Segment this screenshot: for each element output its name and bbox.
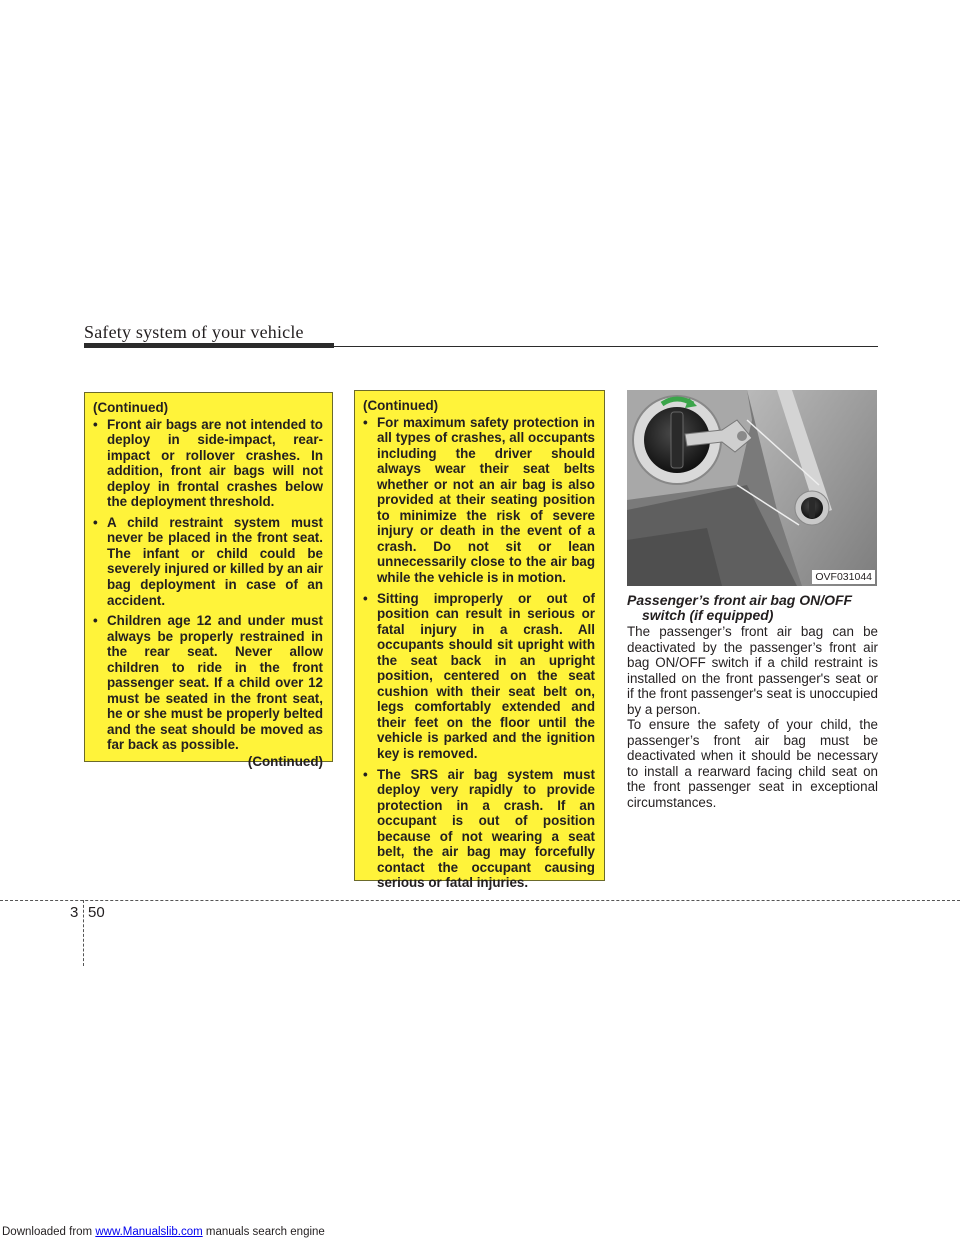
footer-suffix: manuals search engine xyxy=(202,1226,325,1238)
warning-item-text: A child restraint system must never be placed in the front seat. The infant or child could be severely injured or killed by an air bag deployment in case of an accident. xyxy=(107,514,323,608)
bullet-icon: • xyxy=(93,416,98,432)
continued-label-top: (Continued) xyxy=(93,400,169,415)
bullet-icon: • xyxy=(363,766,368,782)
continued-label-top: (Continued) xyxy=(363,398,439,413)
continued-label-bottom: (Continued) xyxy=(247,754,323,770)
page-header-title: Safety system of your vehicle xyxy=(84,322,304,342)
bullet-icon: • xyxy=(363,590,368,606)
airbag-switch-illustration xyxy=(627,390,877,586)
section-heading-line1: Passenger’s front air bag ON/OFF xyxy=(627,592,853,608)
warning-item xyxy=(93,515,323,608)
figure-code-label: OVF031044 xyxy=(812,570,875,584)
warning-item-text: For maximum safety protection in all types of crashes, all occupants including the driver should always wear their seat belts whether or not an air bag is also provided at their seating position to minimize the risk of severe injury or death in the event of a crash. Do not sit or lean unnecessarily close to the air bag while the vehicle is in motion. xyxy=(377,414,595,586)
page-divider-horizontal xyxy=(0,900,960,901)
warning-item xyxy=(363,767,595,891)
warning-list-left xyxy=(93,417,323,753)
warning-item xyxy=(363,591,595,762)
chapter-number: 3 xyxy=(70,904,79,921)
footer-prefix: Downloaded from xyxy=(2,1226,96,1238)
warning-box-left xyxy=(84,392,333,770)
warning-item xyxy=(93,613,323,753)
warning-list-middle xyxy=(363,415,595,891)
warning-item-text: The SRS air bag system must deploy very rapidly to provide protection in a crash. If an occupant is out of position because of not wearing a seat belt, the air bag may forcefully contact the occupant causing serious or fatal injuries. xyxy=(377,766,595,891)
warning-item xyxy=(363,415,595,586)
manualslib-link[interactable]: www.Manualslib.com xyxy=(95,1226,203,1238)
download-footer xyxy=(2,1226,325,1238)
warning-item-text: Children age 12 and under must always be properly restrained in the rear seat. Never allow children to ride in the front passenger seat. If a child over 12 must be seated in the front seat, he or she must be properly belted and the seat should be moved as far back as possible. xyxy=(107,613,323,753)
warning-item-text: Sitting improperly or out of position can result in serious or fatal injury in a crash. All occupants should sit upright with the seat back in an upright position, centered on the seat cushion with their seat belt on, legs comfortably extended and their feet on the floor until the vehicle is parked and the ignition key is removed. xyxy=(377,590,595,762)
warning-box-middle xyxy=(354,390,605,891)
bullet-icon: • xyxy=(363,414,368,430)
warning-item xyxy=(93,417,323,510)
section-heading-line2: switch (if equipped) xyxy=(642,607,774,623)
section-heading xyxy=(627,593,877,623)
header-rule-thin xyxy=(84,346,878,347)
bullet-icon: • xyxy=(93,613,98,629)
warning-item-text: Front air bags are not intended to deploy in side-impact, rear-impact or rollover crashes. In addition, front air bags will not deploy in frontal crashes below the deployment threshold. xyxy=(107,416,323,510)
body-paragraph-1: The passenger’s front air bag can be deactivated by the passenger’s front air bag ON/OFF switch if a child restraint is installed on the front passenger's seat or if the front passenger's seat is unoccupied by a person. xyxy=(627,624,878,717)
airbag-switch-photo xyxy=(627,390,877,586)
bullet-icon: • xyxy=(93,514,98,530)
body-paragraph-2: To ensure the safety of your child, the passenger’s front air bag must be deactivated when it should be necessary to install a rearward facing child seat on the front passenger seat in exceptional circumstances. xyxy=(627,717,878,810)
page-number: 50 xyxy=(88,904,105,921)
page-divider-vertical xyxy=(83,900,84,966)
